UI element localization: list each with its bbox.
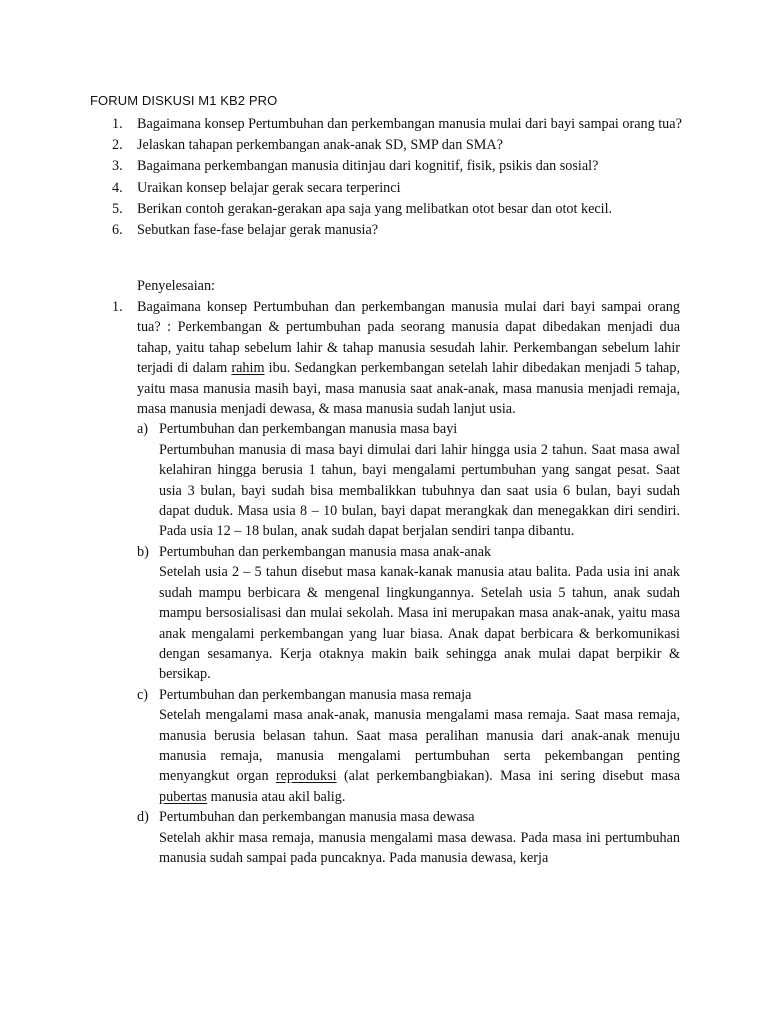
- sub-body-text: Setelah akhir masa remaja, manusia mengalami masa dewasa. Pada masa ini pertumbuhan manusia sudah sampai pada puncaknya. Pada manusia dewasa, kerja: [159, 829, 680, 866]
- sub-body-text: [159, 705, 680, 807]
- list-item: [90, 114, 690, 135]
- reproduksi-link[interactable]: reproduksi: [275, 768, 337, 785]
- sub-letter: a): [137, 421, 149, 438]
- answer-number: 1.: [112, 299, 123, 315]
- question-number: 1.: [112, 116, 123, 132]
- question-text: Berikan contoh gerakan-gerakan apa saja yang melibatkan otot besar dan otot kecil.: [137, 200, 613, 217]
- sub-section-a: [137, 419, 680, 541]
- rahim-link[interactable]: rahim: [231, 360, 265, 377]
- solution-label: Penyelesaian:: [137, 278, 216, 294]
- question-list: [90, 114, 690, 241]
- question-number: 2.: [112, 137, 123, 154]
- sub-title: Pertumbuhan dan perkembangan manusia masa bayi: [159, 421, 458, 438]
- document-heading: FORUM DISKUSI M1 KB2 PRO: [90, 93, 278, 108]
- list-item: [90, 220, 690, 241]
- question-text: Sebutkan fase-fase belajar gerak manusia?: [137, 222, 379, 239]
- sub-body-text: Setelah usia 2 – 5 tahun disebut masa kanak-kanak manusia atau balita. Pada usia ini anak sudah mampu berbicara & mengenal lingkungannya. Setelah usia 5 tahun, anak sudah mampu bersosialisasi dan mulai sekolah. Masa ini merupakan masa anak-anak, yaitu masa anak mengalami perkembangan yang luar biasa. Anak dapat berbicara & berkomunikasi dengan sesamanya. Kerja otaknya makin baik sehingga anak mulai dapat berpikir & bersikap.: [159, 564, 680, 683]
- sub-title: Pertumbuhan dan perkembangan manusia masa remaja: [159, 686, 472, 703]
- list-item: [90, 135, 690, 156]
- sub-section-d: [137, 807, 680, 868]
- answer-intro: [137, 297, 680, 419]
- answer-1: [90, 297, 680, 419]
- list-item: [90, 178, 690, 199]
- list-item: [90, 199, 690, 220]
- question-number: 4.: [112, 179, 123, 196]
- sub-title: Pertumbuhan dan perkembangan manusia masa anak-anak: [159, 543, 492, 560]
- pubertas-link[interactable]: pubertas: [159, 788, 208, 805]
- answer-section: [90, 297, 680, 868]
- question-text: Bagaimana konsep Pertumbuhan dan perkembangan manusia mulai dari bayi sampai orang tua?: [137, 116, 682, 132]
- question-number: 5.: [112, 200, 123, 217]
- question-number: 3.: [112, 158, 123, 175]
- answer-intro-text: Bagaimana konsep Pertumbuhan dan perkembangan manusia mulai dari bayi sampai orang tua? : Perkembangan & pertumbuhan pada seorang manusia dapat dibedakan menjadi dua tahap, yaitu tahap sebelum lahir & tahap manusia sesudah lahir. Perkembangan sebelum lahir terjadi di dalam: [137, 299, 680, 377]
- sub-letter: c): [137, 686, 149, 703]
- question-number: 6.: [112, 222, 123, 239]
- answer-intro-text-continued: ibu. Sedangkan perkembangan setelah lahir dibedakan menjadi 5 tahap, yaitu masa manusia masih bayi, masa manusia saat anak-anak, masa manusia menjadi remaja, masa manusia menjadi dewasa, & masa manusia sudah lanjut usia.: [137, 360, 680, 418]
- sub-section-b: [137, 542, 680, 685]
- list-item: [90, 156, 690, 177]
- sub-body-text: Pertumbuhan manusia di masa bayi dimulai dari lahir hingga usia 2 tahun. Saat masa awal kelahiran hingga berusia 1 tahun, bayi mengalami pertumbuhan yang sangat pesat. Saat usia 3 bulan, bayi sudah bisa membalikkan tubuhnya dan saat usia 6 bulan, bayi sudah dapat duduk. Masa usia 8 – 10 bulan, bayi dapat merangkak dan menegakkan diri sendiri. Pada usia 12 – 18 bulan, anak sudah dapat berjalan sendiri tanpa dibantu.: [159, 441, 680, 540]
- sub-body-part: (alat perkembangbiakan). Masa ini sering disebut masa: [343, 768, 681, 785]
- question-text: Jelaskan tahapan perkembangan anak-anak SD, SMP dan SMA?: [137, 137, 503, 154]
- question-text: Bagaimana perkembangan manusia ditinjau dari kognitif, fisik, psikis dan sosial?: [137, 158, 599, 175]
- sub-letter: d): [137, 809, 149, 826]
- sub-body-part: Setelah mengalami masa anak-anak, manusia mengalami masa remaja. Saat masa remaja, manusia berusia belasan tahun. Saat masa peralihan manusia dari anak-anak menuju manusia remaja, manusia mengalami pertumbuhan serta pekembangan penting menyangkut organ: [159, 707, 680, 785]
- sub-section-c: [137, 685, 680, 807]
- question-text: Uraikan konsep belajar gerak secara terperinci: [137, 179, 401, 196]
- sub-letter: b): [137, 543, 149, 560]
- sub-body-part: manusia atau akil balig.: [210, 788, 346, 805]
- sub-title: Pertumbuhan dan perkembangan manusia masa dewasa: [159, 809, 475, 826]
